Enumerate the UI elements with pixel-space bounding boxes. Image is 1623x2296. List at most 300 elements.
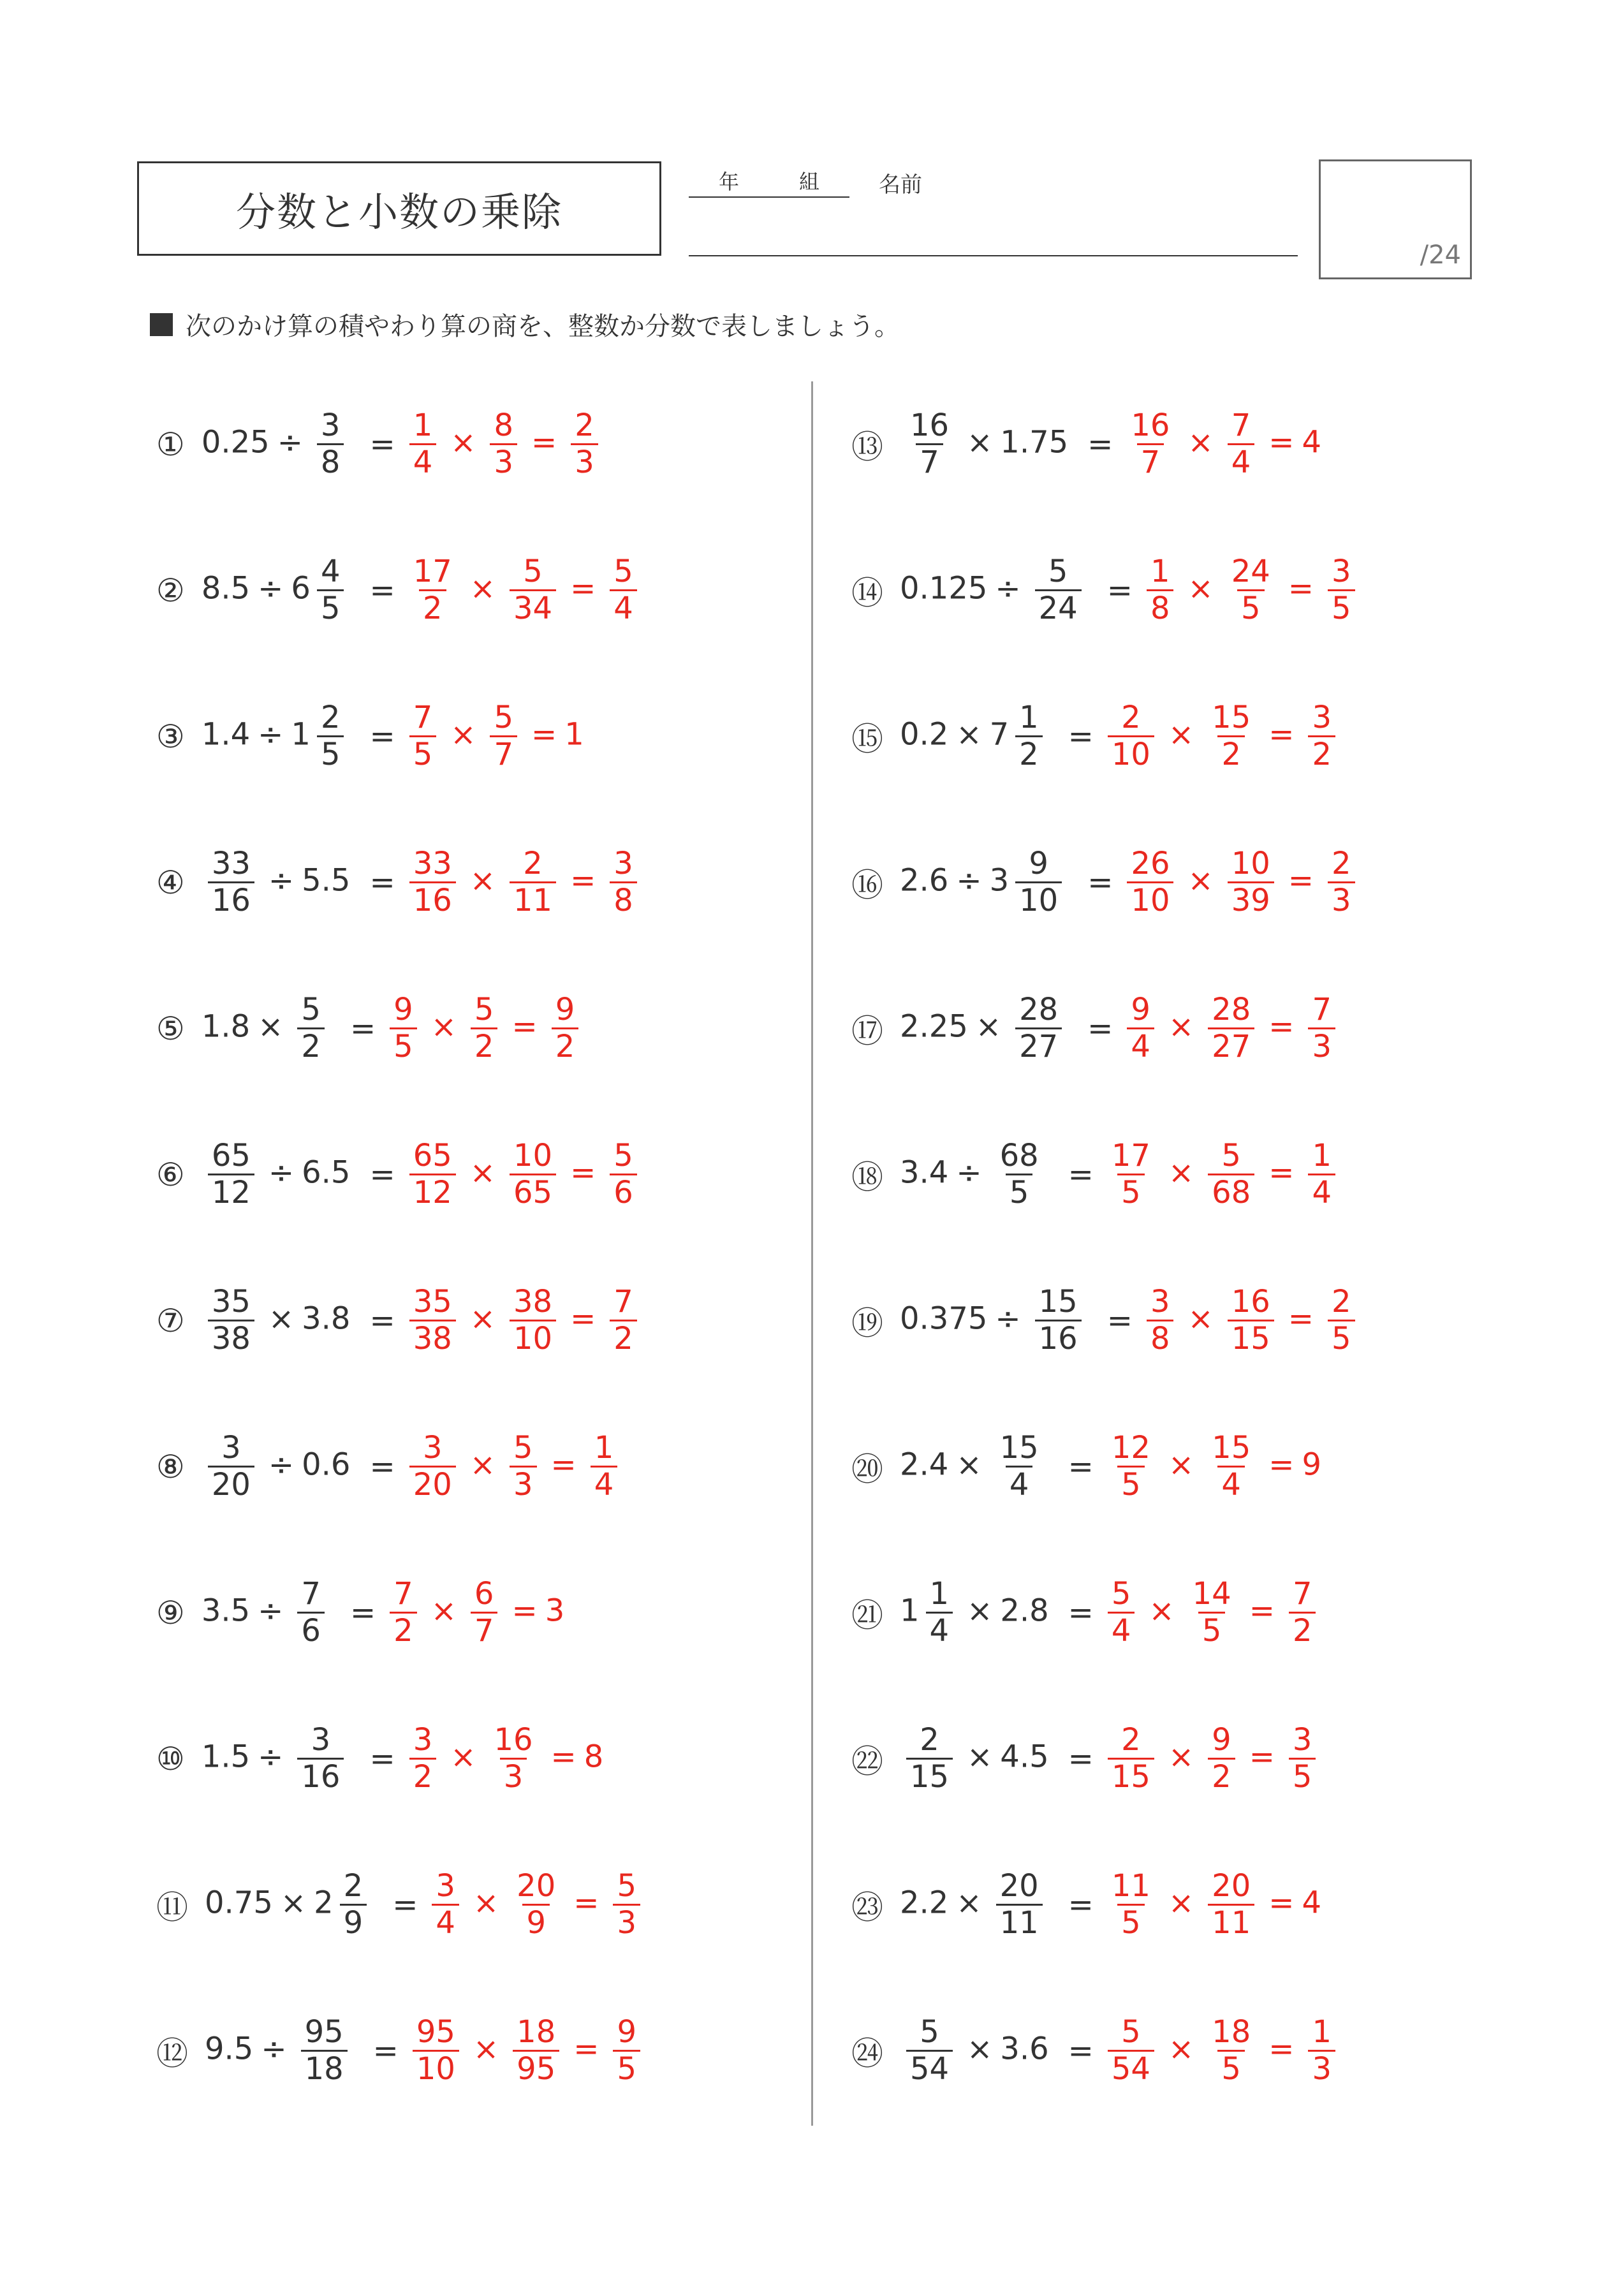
operator: = [1068, 2033, 1094, 2069]
operator: × [450, 716, 476, 753]
number: 2.8 [1000, 1593, 1049, 1629]
numerator: 33 [413, 846, 452, 881]
numerator: 28 [1212, 992, 1251, 1027]
problem-item [851, 1723, 1333, 1795]
operator: = [369, 426, 395, 462]
denominator: 4 [409, 443, 437, 480]
operator: × [1187, 862, 1214, 899]
operator: = [349, 1594, 376, 1631]
fraction [906, 1723, 953, 1795]
operator: = [369, 1302, 395, 1339]
numerator: 5 [1048, 554, 1068, 589]
question [202, 408, 351, 480]
operator: = [531, 716, 557, 753]
denominator: 5 [1117, 1174, 1145, 1211]
numerator: 14 [1192, 1576, 1231, 1612]
numerator: 24 [1231, 554, 1270, 589]
fraction [1228, 846, 1274, 918]
number: 4 [1302, 424, 1321, 460]
operator: = [369, 1448, 395, 1485]
operator: × [1187, 424, 1214, 460]
numerator: 95 [304, 2014, 344, 2050]
operator: × [1168, 716, 1194, 753]
operator: × [956, 1885, 982, 1921]
operator: × [1168, 2031, 1194, 2067]
operator: = [1087, 1010, 1113, 1047]
operator: = [1288, 1300, 1314, 1337]
number: 1.5 [201, 1739, 251, 1775]
answer[interactable] [406, 2015, 647, 2087]
denominator: 7 [916, 443, 943, 480]
operator: = [1068, 718, 1094, 754]
fraction [208, 1431, 254, 1503]
numerator: 15 [1038, 1284, 1078, 1320]
answer[interactable] [403, 1138, 643, 1211]
fraction [1127, 846, 1173, 918]
answer[interactable] [403, 408, 605, 480]
fraction [208, 1284, 254, 1357]
numerator: 3 [221, 1430, 241, 1466]
denominator: 12 [409, 1174, 456, 1211]
numerator: 11 [1111, 1868, 1150, 1904]
answer[interactable] [1101, 700, 1342, 772]
operator: × [967, 424, 993, 460]
denominator: 5 [390, 1027, 417, 1064]
operator: = [1288, 862, 1314, 899]
operator: = [372, 2033, 399, 2069]
operator: = [531, 424, 557, 460]
answer[interactable] [403, 1723, 604, 1795]
denominator: 5 [1198, 1612, 1226, 1649]
numerator: 3 [1150, 1284, 1170, 1320]
denominator: 4 [1108, 1612, 1135, 1649]
fraction [513, 1869, 559, 1941]
operator: × [956, 1446, 982, 1483]
fraction [1108, 1577, 1135, 1649]
operator: = [369, 1156, 395, 1193]
fraction [490, 1723, 536, 1795]
problem-item [851, 1284, 1373, 1357]
operator: × [1168, 1446, 1194, 1483]
operator: = [1268, 1885, 1295, 1921]
answer[interactable] [1101, 2015, 1342, 2087]
number: 0.6 [302, 1446, 351, 1483]
operator: ÷ [956, 1154, 982, 1191]
fraction [317, 554, 344, 626]
problem-item [156, 992, 596, 1064]
numerator: 2 [320, 700, 341, 735]
number: 4 [1302, 1885, 1321, 1921]
number: 1 [291, 716, 311, 753]
fraction [390, 992, 417, 1064]
numerator: 20 [517, 1868, 556, 1904]
number: 2 [314, 1885, 334, 1921]
numerator: 2 [1332, 846, 1351, 881]
operator: × [430, 1008, 457, 1045]
denominator: 8 [1147, 589, 1174, 626]
problem-number: ⑯ [851, 866, 883, 904]
fraction [1189, 1577, 1235, 1649]
number: 0.375 [900, 1300, 988, 1337]
fraction [996, 1869, 1043, 1941]
operator: × [975, 1008, 1002, 1045]
answer[interactable] [1101, 1577, 1323, 1649]
denominator: 3 [490, 443, 517, 480]
denominator: 3 [613, 1904, 640, 1941]
fraction [471, 992, 498, 1064]
name-field[interactable] [689, 255, 1298, 256]
denominator: 3 [1308, 2050, 1335, 2087]
fraction [1328, 554, 1355, 626]
fraction [610, 1284, 637, 1357]
fraction [1208, 1723, 1235, 1795]
fraction [413, 2015, 459, 2087]
number: 1.75 [1000, 424, 1069, 460]
numerator: 1 [929, 1576, 950, 1612]
operator: × [469, 1154, 496, 1191]
fraction [409, 700, 437, 772]
numerator: 33 [211, 846, 251, 881]
operator: × [1168, 1739, 1194, 1775]
problem-number: ⑰ [851, 1012, 883, 1050]
fraction [1208, 2015, 1254, 2087]
operator: = [550, 1446, 576, 1483]
fraction [301, 2015, 348, 2087]
denominator: 15 [1108, 1758, 1154, 1795]
answer[interactable] [1140, 554, 1362, 626]
operator: = [369, 864, 395, 901]
fraction [610, 846, 637, 918]
denominator: 3 [571, 443, 598, 480]
problem-number: ② [156, 571, 185, 609]
problem-number: ㉓ [851, 1888, 883, 1926]
numerator: 5 [513, 1430, 533, 1466]
denominator: 5 [317, 735, 344, 772]
numerator: 2 [343, 1868, 364, 1904]
page-title: 分数と小数の乗除 [137, 161, 661, 256]
operator: × [469, 570, 496, 607]
problem-number: ⑪ [156, 1888, 188, 1926]
answer[interactable] [403, 846, 643, 918]
answer[interactable] [1101, 1869, 1321, 1941]
numerator: 2 [1121, 700, 1141, 735]
fraction [1035, 1284, 1082, 1357]
operator: = [1288, 570, 1314, 607]
operator: = [1068, 1887, 1094, 1923]
fraction [1108, 2015, 1154, 2087]
answer[interactable] [383, 992, 585, 1064]
denominator: 5 [1328, 589, 1355, 626]
operator: = [1268, 1446, 1295, 1483]
fraction [1108, 1869, 1154, 1941]
numerator: 5 [1221, 1138, 1241, 1174]
problem-item [851, 846, 1373, 918]
numerator: 1 [594, 1430, 614, 1466]
denominator: 9 [522, 1904, 550, 1941]
numerator: 15 [1212, 700, 1251, 735]
problem-item [156, 1577, 576, 1649]
numerator: 3 [1332, 554, 1351, 589]
operator: = [570, 862, 596, 899]
answer[interactable] [1120, 992, 1342, 1064]
answer[interactable] [425, 1869, 647, 1941]
answer[interactable] [1140, 1284, 1362, 1357]
number: 2.6 [900, 862, 949, 899]
answer[interactable] [403, 554, 643, 626]
operator: × [1168, 1008, 1194, 1045]
number: 8 [584, 1739, 604, 1775]
problem-item [156, 700, 596, 772]
denominator: 20 [409, 1466, 456, 1503]
operator: × [967, 2031, 993, 2067]
number: 4.5 [1000, 1739, 1049, 1775]
denominator: 7 [1137, 443, 1164, 480]
denominator: 2 [297, 1027, 325, 1064]
number: 0.2 [900, 716, 949, 753]
numerator: 38 [513, 1284, 553, 1320]
fraction [1015, 846, 1062, 918]
denominator: 3 [500, 1758, 527, 1795]
problem-item [851, 1431, 1333, 1503]
denominator: 5 [1289, 1758, 1316, 1795]
operator: × [469, 1446, 496, 1483]
operator: = [1106, 572, 1133, 608]
denominator: 10 [413, 2050, 459, 2087]
numerator: 1 [1150, 554, 1170, 589]
denominator: 38 [409, 1320, 456, 1357]
fraction [1108, 1138, 1154, 1211]
numerator: 5 [301, 992, 321, 1027]
operator: = [1068, 1156, 1094, 1193]
question [202, 992, 331, 1064]
number: 1 [564, 716, 584, 753]
problem-number: ③ [156, 718, 185, 755]
problem-item [156, 1431, 635, 1503]
fraction [409, 1723, 437, 1795]
question [202, 1431, 351, 1503]
problem-item [851, 408, 1333, 480]
operator: ÷ [268, 1154, 295, 1191]
denominator: 2 [1208, 1758, 1235, 1795]
question [202, 700, 351, 772]
denominator: 54 [906, 2050, 953, 2087]
denominator: 20 [208, 1466, 254, 1503]
denominator: 2 [409, 1758, 437, 1795]
operator: = [369, 718, 395, 754]
fraction [317, 408, 344, 480]
numerator: 1 [413, 408, 433, 443]
instruction [150, 306, 900, 342]
answer[interactable] [1101, 1138, 1342, 1211]
denominator: 16 [1035, 1320, 1082, 1357]
fraction [1208, 700, 1254, 772]
fraction [1308, 992, 1335, 1064]
operator: = [369, 1740, 395, 1777]
answer[interactable] [1120, 846, 1361, 918]
numerator: 7 [301, 1576, 321, 1612]
operator: ÷ [268, 1446, 295, 1483]
question [202, 1138, 351, 1211]
fraction [409, 1431, 456, 1503]
numerator: 5 [920, 2014, 939, 2050]
number: 9 [1302, 1446, 1321, 1483]
denominator: 15 [1228, 1320, 1274, 1357]
numerator: 4 [320, 554, 341, 589]
operator: × [469, 862, 496, 899]
question [900, 700, 1049, 772]
operator: × [967, 1593, 993, 1629]
denominator: 10 [1127, 881, 1173, 918]
answer[interactable] [403, 700, 584, 772]
operator: = [1068, 1448, 1094, 1485]
number: 3.5 [201, 1593, 251, 1629]
denominator: 16 [208, 881, 254, 918]
fraction [297, 992, 325, 1064]
operator: × [280, 1885, 307, 1921]
year-label: 年 [718, 170, 739, 194]
numerator: 3 [613, 846, 633, 881]
denominator: 4 [591, 1466, 618, 1503]
operator: ÷ [268, 862, 295, 899]
numerator: 28 [1019, 992, 1059, 1027]
fraction [510, 554, 556, 626]
question [900, 1869, 1049, 1941]
denominator: 38 [208, 1320, 254, 1357]
operator: = [392, 1887, 418, 1923]
operator: × [268, 1300, 295, 1337]
answer[interactable] [1120, 408, 1321, 480]
problem-number: ⑧ [156, 1448, 185, 1485]
operator: = [1249, 1739, 1275, 1775]
operator: = [1068, 1594, 1094, 1631]
numerator: 3 [436, 1868, 455, 1904]
denominator: 4 [1217, 1466, 1245, 1503]
fraction [1208, 992, 1254, 1064]
numerator: 7 [393, 1576, 413, 1612]
answer[interactable] [1101, 1723, 1323, 1795]
fraction [1308, 700, 1335, 772]
operator: = [1087, 426, 1113, 462]
problem-number: ⑳ [851, 1450, 883, 1488]
fraction [1015, 992, 1062, 1064]
numerator: 1 [1019, 700, 1039, 735]
operator: = [1268, 2031, 1295, 2067]
numerator: 18 [1212, 2014, 1251, 2050]
fraction [1228, 408, 1255, 480]
fraction [1015, 700, 1043, 772]
denominator: 11 [510, 881, 556, 918]
question [202, 1723, 351, 1795]
problem-number: ⑫ [156, 2035, 188, 2072]
operator: × [967, 1739, 993, 1775]
fraction [409, 408, 437, 480]
denominator: 10 [1015, 881, 1062, 918]
number: 7 [989, 716, 1010, 753]
denominator: 27 [1208, 1027, 1254, 1064]
denominator: 7 [490, 735, 517, 772]
question [202, 846, 351, 918]
answer[interactable] [1101, 1431, 1321, 1503]
numerator: 5 [474, 992, 494, 1027]
number: 2.2 [900, 1885, 949, 1921]
question [205, 2015, 354, 2087]
numerator: 9 [1131, 992, 1150, 1027]
number: 0.75 [205, 1885, 273, 1921]
number: 6.5 [302, 1154, 351, 1191]
problem-item [156, 1723, 615, 1795]
denominator: 12 [208, 1174, 254, 1211]
operator: = [570, 570, 596, 607]
question [202, 1284, 351, 1357]
problem-number: ④ [156, 864, 185, 901]
fraction [471, 1577, 498, 1649]
denominator: 95 [513, 2050, 559, 2087]
question [900, 2015, 1049, 2087]
denominator: 10 [1108, 735, 1154, 772]
numerator: 10 [1231, 846, 1270, 881]
denominator: 8 [317, 443, 344, 480]
numerator: 5 [523, 554, 543, 589]
denominator: 6 [610, 1174, 637, 1211]
fraction [409, 1284, 456, 1357]
operator: × [473, 2031, 499, 2067]
operator: ÷ [258, 1739, 284, 1775]
answer[interactable] [383, 1577, 564, 1649]
fraction [208, 846, 254, 918]
denominator: 54 [1108, 2050, 1154, 2087]
denominator: 3 [1308, 1027, 1335, 1064]
numerator: 2 [1332, 1284, 1351, 1320]
denominator: 4 [1006, 1466, 1033, 1503]
operator: × [1187, 570, 1214, 607]
problem-number: ⑤ [156, 1010, 185, 1047]
operator: ÷ [261, 2031, 287, 2067]
fraction [1127, 992, 1154, 1064]
fraction [1208, 1138, 1254, 1211]
denominator: 4 [1228, 443, 1255, 480]
operator: = [550, 1739, 576, 1775]
operator: × [1149, 1593, 1175, 1629]
fraction [926, 1577, 953, 1649]
answer[interactable] [403, 1431, 624, 1503]
score-total: /24 [1420, 240, 1461, 270]
fraction [409, 1138, 456, 1211]
score-box[interactable] [1319, 159, 1472, 279]
fraction [1147, 554, 1174, 626]
question [900, 554, 1088, 626]
problem-item [851, 1138, 1353, 1211]
operator: = [1268, 716, 1295, 753]
answer[interactable] [403, 1284, 643, 1357]
denominator: 4 [432, 1904, 459, 1941]
numerator: 7 [1231, 408, 1251, 443]
operator: ÷ [258, 716, 284, 753]
numerator: 26 [1131, 846, 1170, 881]
fraction [510, 1138, 556, 1211]
denominator: 3 [1328, 881, 1355, 918]
operator: × [1168, 1154, 1194, 1191]
denominator: 65 [510, 1174, 556, 1211]
denominator: 10 [510, 1320, 556, 1357]
operator: × [450, 424, 476, 460]
question [205, 1869, 373, 1941]
numerator: 5 [613, 554, 633, 589]
year-class-field[interactable] [689, 167, 849, 198]
problem-number: ① [156, 425, 185, 463]
fraction [297, 1723, 344, 1795]
number: 3.4 [900, 1154, 949, 1191]
denominator: 2 [552, 1027, 579, 1064]
